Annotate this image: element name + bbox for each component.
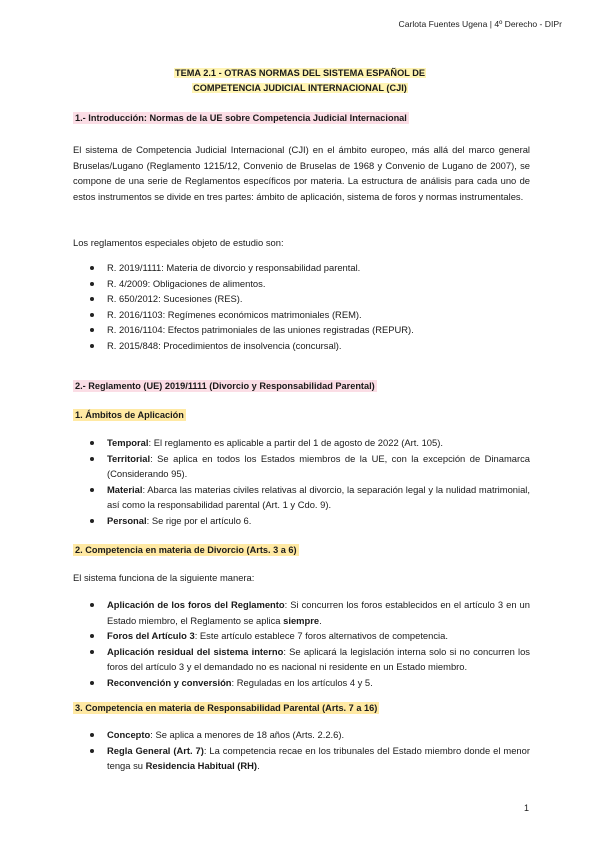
list-item: R. 4/2009: Obligaciones de alimentos. <box>73 276 530 292</box>
responsabilidad-list <box>73 727 530 774</box>
list-item: Temporal: El reglamento es aplicable a partir del 1 de agosto de 2022 (Art. 105). <box>73 435 530 451</box>
list-item: Territorial: Se aplica en todos los Estados miembros de la UE, con la excepción de Dinamarca (Considerando 95). <box>73 451 530 482</box>
document-title <box>0 66 600 96</box>
section-2-heading: 2.- Reglamento (UE) 2019/1111 (Divorcio y Responsabilidad Parental) <box>75 381 375 391</box>
subsection-ambitos-heading: 1. Ámbitos de Aplicación <box>75 410 184 420</box>
list-item: Foros del Artículo 3: Este artículo establece 7 foros alternativos de competencia. <box>73 628 530 644</box>
title-line-2: COMPETENCIA JUDICIAL INTERNACIONAL (CJI) <box>193 83 407 93</box>
subsection-divorcio-heading: 2. Competencia en materia de Divorcio (Arts. 3 a 6) <box>75 545 297 555</box>
ambitos-list <box>73 435 530 529</box>
regulations-lead: Los reglamentos especiales objeto de estudio son: <box>73 237 284 248</box>
page-header: Carlota Fuentes Ugena | 4º Derecho - DIPr <box>398 19 562 29</box>
list-item: Personal: Se rige por el artículo 6. <box>73 513 530 529</box>
section-1-heading: 1.- Introducción: Normas de la UE sobre Competencia Judicial Internacional <box>75 113 407 123</box>
intro-paragraph: El sistema de Competencia Judicial Internacional (CJI) en el ámbito europeo, más allá del marco general Bruselas/Lugano (Reglamento 1215/12, Convenio de Bruselas de 1968 y Convenio de Lugano de 2007), se compone de una serie de Reglamentos específicos por materia. La estructura de análisis para cada uno de estos instrumentos se divide en tres partes: ámbito de aplicación, sistema de foros y normas instrumentales. <box>73 144 530 202</box>
subsection-responsabilidad-heading: 3. Competencia en materia de Responsabilidad Parental (Arts. 7 a 16) <box>75 703 378 713</box>
list-item: R. 2016/1104: Efectos patrimoniales de las uniones registradas (REPUR). <box>73 322 530 338</box>
list-item: Regla General (Art. 7): La competencia recae en los tribunales del Estado miembro donde el menor tenga su Residencia Habitual (RH). <box>73 743 530 774</box>
page-number: 1 <box>523 803 529 813</box>
list-item: Concepto: Se aplica a menores de 18 años (Arts. 2.2.6). <box>73 727 530 743</box>
title-line-1: TEMA 2.1 - OTRAS NORMAS DEL SISTEMA ESPAÑOL DE <box>175 68 425 78</box>
regulations-list <box>73 260 530 354</box>
list-item: R. 650/2012: Sucesiones (RES). <box>73 291 530 307</box>
list-item: Material: Abarca las materias civiles relativas al divorcio, la separación legal y la nulidad matrimonial, así como la responsabilidad parental (Art. 1 y Cdo. 9). <box>73 482 530 513</box>
list-item: Aplicación residual del sistema interno: Se aplicará la legislación interna solo si no concurren los foros del artículo 3 y el demandado no es nacional ni residente en un Estado miembro. <box>73 644 530 675</box>
list-item: Aplicación de los foros del Reglamento: Si concurren los foros establecidos en el artículo 3 en un Estado miembro, el Reglamento se aplica siempre. <box>73 597 530 628</box>
list-item: R. 2019/1111: Materia de divorcio y responsabilidad parental. <box>73 260 530 276</box>
list-item: R. 2015/848: Procedimientos de insolvencia (concursal). <box>73 338 530 354</box>
divorcio-lead: El sistema funciona de la siguiente manera: <box>73 572 255 583</box>
divorcio-list <box>73 597 530 691</box>
list-item: Reconvención y conversión: Reguladas en los artículos 4 y 5. <box>73 675 530 691</box>
list-item: R. 2016/1103: Regímenes económicos matrimoniales (REM). <box>73 307 530 323</box>
